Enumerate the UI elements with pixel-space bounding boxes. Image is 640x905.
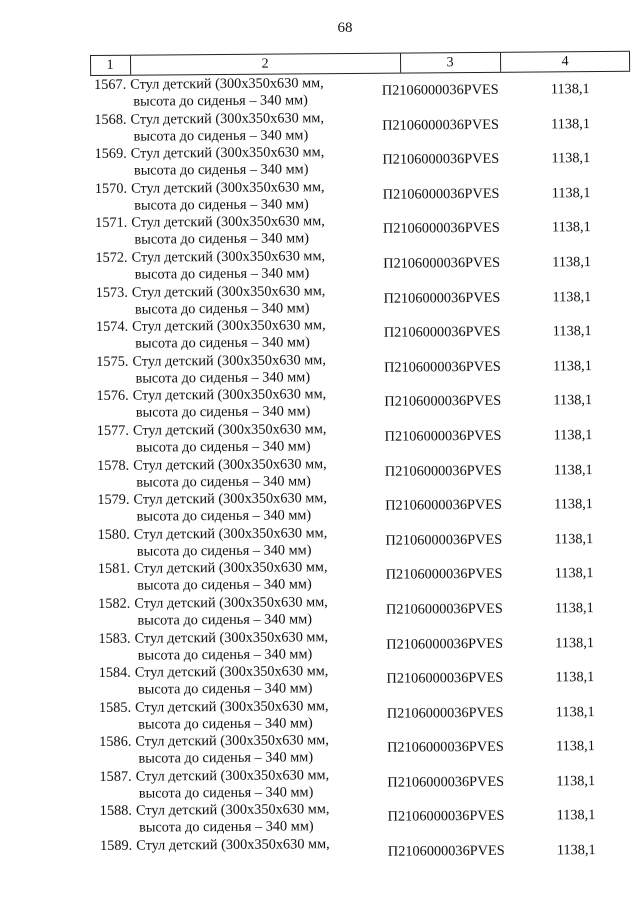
- header-divider: [629, 52, 630, 71]
- item-name-line-1: Стул детский (300x350x630 мм,: [132, 317, 326, 335]
- item-name-line-1: Стул детский (300x350x630 мм,: [132, 351, 326, 370]
- price-table: [90, 51, 636, 872]
- item-name-line-1: Стул детский (300x350x630 мм,: [130, 75, 324, 93]
- table-row: [96, 798, 636, 837]
- row-number: 1575.: [96, 353, 129, 370]
- item-name: [135, 698, 365, 734]
- item-name-line-1: Стул детский (300x350x630 мм,: [136, 836, 330, 854]
- item-price: 1138,1: [555, 738, 595, 755]
- table-row: [90, 72, 630, 111]
- row-number: 1584.: [98, 664, 131, 682]
- item-name: [136, 836, 366, 855]
- item-name-line-2: высота до сиденья – 340 мм): [133, 126, 309, 145]
- item-price: 1138,1: [553, 392, 593, 409]
- item-name-line-1: Стул детский (300x350x630 мм,: [131, 248, 326, 266]
- row-number: 1583.: [98, 630, 131, 647]
- item-name-line-1: Стул детский (300x350x630 мм,: [132, 386, 327, 405]
- item-name: [131, 144, 361, 180]
- item-code: П2106000036PVES: [383, 289, 501, 307]
- item-price: 1138,1: [551, 184, 591, 202]
- item-code: П2106000036PVES: [382, 220, 500, 238]
- item-code: П2106000036PVES: [386, 739, 504, 756]
- item-name-line-1: Стул детский (300x350x630 мм,: [132, 421, 327, 439]
- table-row: [93, 452, 633, 491]
- item-price: 1138,1: [550, 81, 590, 98]
- item-name-line-2: высота до сиденья – 340 мм): [136, 541, 312, 560]
- row-number: 1574.: [95, 318, 129, 336]
- item-name-line-2: высота до сиденья – 340 мм): [136, 507, 312, 525]
- item-name: [134, 525, 364, 561]
- item-code: П2106000036PVES: [383, 323, 501, 341]
- item-code: П2106000036PVES: [385, 600, 503, 618]
- row-number: 1569.: [94, 145, 127, 163]
- table-row: [93, 383, 633, 422]
- item-code: П2106000036PVES: [384, 427, 502, 445]
- item-name-line-1: Стул детский (300x350x630 мм,: [135, 732, 329, 750]
- item-name-line-1: Стул детский (300x350x630 мм,: [133, 490, 328, 508]
- table-row: [92, 279, 632, 318]
- item-code: П2106000036PVES: [386, 704, 504, 722]
- item-price: 1138,1: [554, 599, 594, 617]
- page-number: 68: [337, 20, 353, 36]
- item-name-line-1: Стул детский (300x350x630 мм,: [130, 144, 325, 162]
- table-row: [92, 348, 632, 387]
- item-name-line-2: высота до сиденья – 340 мм): [135, 369, 311, 387]
- table-row: [96, 764, 636, 803]
- item-code: П2106000036PVES: [382, 150, 500, 168]
- item-name-line-1: Стул детский (300x350x630 мм,: [131, 282, 326, 301]
- item-price: 1138,1: [555, 669, 595, 686]
- item-name: [132, 317, 362, 353]
- row-number: 1582.: [98, 595, 131, 612]
- item-name-line-1: Стул детский (300x350x630 мм,: [130, 178, 325, 197]
- item-name-line-1: Стул детский (300x350x630 мм,: [133, 455, 327, 474]
- item-name: [135, 663, 365, 699]
- item-code: П2106000036PVES: [381, 81, 499, 99]
- row-number: 1573.: [95, 284, 128, 301]
- item-price: 1138,1: [556, 772, 596, 790]
- table-row: [92, 314, 632, 353]
- row-number: 1585.: [98, 699, 132, 716]
- item-name-line-2: высота до сиденья – 340 мм): [134, 230, 310, 249]
- table-row: [91, 210, 631, 249]
- item-name: [135, 732, 365, 768]
- table-row: [95, 729, 635, 768]
- item-price: 1138,1: [553, 427, 593, 444]
- row-number: 1577.: [96, 422, 130, 439]
- table-row: [94, 556, 634, 595]
- item-price: 1138,1: [554, 565, 594, 582]
- item-name: [132, 352, 362, 388]
- item-name: [136, 801, 366, 837]
- item-code: П2106000036PVES: [387, 842, 505, 860]
- item-price: 1138,1: [555, 703, 595, 721]
- item-name-line-2: высота до сиденья – 340 мм): [135, 334, 310, 352]
- row-number: 1572.: [95, 249, 128, 266]
- table-row: [92, 245, 632, 284]
- row-number: 1581.: [97, 561, 131, 578]
- item-name-line-2: высота до сиденья – 340 мм): [137, 576, 312, 594]
- table-row: [95, 660, 635, 699]
- header-col-3: 3: [446, 55, 454, 71]
- item-name-line-2: высота до сиденья – 340 мм): [138, 714, 313, 733]
- item-name-line-2: высота до сиденья – 340 мм): [134, 196, 309, 214]
- item-name: [132, 248, 362, 284]
- item-code: П2106000036PVES: [385, 566, 503, 584]
- table-row: [91, 176, 631, 215]
- row-number: 1579.: [97, 491, 130, 509]
- item-name-line-1: Стул детский (300x350x630 мм,: [130, 109, 325, 128]
- item-name-line-2: высота до сиденья – 340 мм): [137, 645, 313, 664]
- table-row: [90, 106, 630, 145]
- table-row: [95, 625, 635, 664]
- item-code: П2106000036PVES: [385, 531, 503, 549]
- row-number: 1567.: [94, 76, 127, 93]
- header-col-2: 2: [261, 56, 269, 72]
- table-row: [94, 591, 634, 630]
- row-number: 1589.: [99, 837, 133, 855]
- item-name-line-1: Стул детский (300x350x630 мм,: [135, 767, 330, 785]
- item-price: 1138,1: [553, 461, 593, 478]
- item-code: П2106000036PVES: [384, 358, 501, 376]
- item-name-line-1: Стул детский (300x350x630 мм,: [135, 697, 329, 716]
- item-name: [133, 421, 363, 457]
- item-name-line-1: Стул детский (300x350x630 мм,: [134, 628, 329, 647]
- item-price: 1138,1: [552, 357, 592, 375]
- item-name: [136, 767, 366, 803]
- row-number: 1568.: [94, 111, 127, 128]
- table-row: [94, 521, 634, 560]
- item-price: 1138,1: [555, 634, 595, 651]
- item-name-line-1: Стул детский (300x350x630 мм,: [134, 594, 328, 612]
- item-name: [130, 75, 360, 111]
- table-row: [96, 833, 636, 872]
- item-name: [132, 282, 362, 318]
- item-name: [131, 213, 361, 249]
- item-code: П2106000036PVES: [386, 669, 504, 687]
- item-code: П2106000036PVES: [383, 254, 501, 272]
- item-name: [130, 109, 360, 145]
- row-number: 1576.: [96, 388, 129, 405]
- item-price: 1138,1: [551, 219, 591, 236]
- item-name-line-2: высота до сиденья – 340 мм): [138, 784, 314, 802]
- item-price: 1138,1: [552, 323, 592, 340]
- item-code: П2106000036PVES: [387, 773, 505, 791]
- item-name-line-2: высота до сиденья – 340 мм): [134, 265, 310, 283]
- item-price: 1138,1: [552, 254, 592, 271]
- item-price: 1138,1: [551, 115, 591, 132]
- item-name-line-1: Стул детский (300x350x630 мм,: [131, 213, 325, 232]
- item-name-line-2: высота до сиденья – 340 мм): [135, 403, 311, 421]
- item-name-line-1: Стул детский (300x350x630 мм,: [133, 524, 328, 543]
- table-row: [91, 141, 631, 180]
- item-name: [131, 179, 361, 215]
- item-code: П2106000036PVES: [387, 808, 505, 826]
- item-code: П2106000036PVES: [382, 116, 500, 134]
- item-name-line-2: высота до сиденья – 340 мм): [139, 818, 314, 837]
- item-name-line-2: высота до сиденья – 340 мм): [133, 161, 309, 179]
- item-name: [134, 594, 364, 630]
- table-row: [93, 487, 633, 526]
- item-price: 1138,1: [554, 496, 593, 513]
- row-number: 1578.: [96, 457, 130, 474]
- row-number: 1570.: [94, 180, 128, 197]
- item-name-line-1: Стул детский (300x350x630 мм,: [133, 559, 328, 577]
- header-col-1: 1: [106, 57, 114, 73]
- header-col-4: 4: [561, 54, 569, 70]
- table-row: [95, 694, 635, 733]
- item-name: [133, 455, 363, 491]
- item-price: 1138,1: [554, 530, 594, 548]
- table-row: [93, 418, 633, 457]
- table-body: [90, 72, 636, 872]
- item-name-line-2: высота до сиденья – 340 мм): [133, 92, 308, 110]
- row-number: 1586.: [99, 733, 132, 751]
- item-name: [135, 628, 365, 664]
- item-code: П2106000036PVES: [382, 185, 500, 203]
- item-name-line-1: Стул детский (300x350x630 мм,: [135, 801, 330, 820]
- item-code: П2106000036PVES: [385, 496, 502, 514]
- item-name-line-2: высота до сиденья – 340 мм): [138, 749, 314, 767]
- item-code: П2106000036PVES: [384, 462, 502, 480]
- row-number: 1588.: [99, 803, 133, 820]
- item-name-line-2: высота до сиденья – 340 мм): [137, 680, 313, 698]
- row-number: 1587.: [99, 768, 132, 785]
- row-number: 1580.: [97, 526, 130, 543]
- item-name-line-2: высота до сиденья – 340 мм): [136, 472, 311, 491]
- row-number: 1571.: [95, 215, 128, 232]
- item-price: 1138,1: [556, 807, 596, 824]
- item-price: 1138,1: [556, 842, 596, 859]
- item-name: [134, 559, 364, 595]
- item-name: [133, 386, 363, 422]
- item-price: 1138,1: [552, 288, 592, 305]
- item-price: 1138,1: [551, 150, 591, 167]
- item-name: [133, 490, 363, 526]
- item-code: П2106000036PVES: [386, 635, 504, 653]
- item-name-line-2: высота до сиденья – 340 мм): [137, 611, 313, 629]
- item-name-line-2: высота до сиденья – 340 мм): [134, 299, 310, 318]
- item-name-line-2: высота до сиденья – 340 мм): [136, 438, 311, 456]
- item-name-line-1: Стул детский (300x350x630 мм,: [134, 663, 329, 681]
- item-code: П2106000036PVES: [384, 393, 502, 411]
